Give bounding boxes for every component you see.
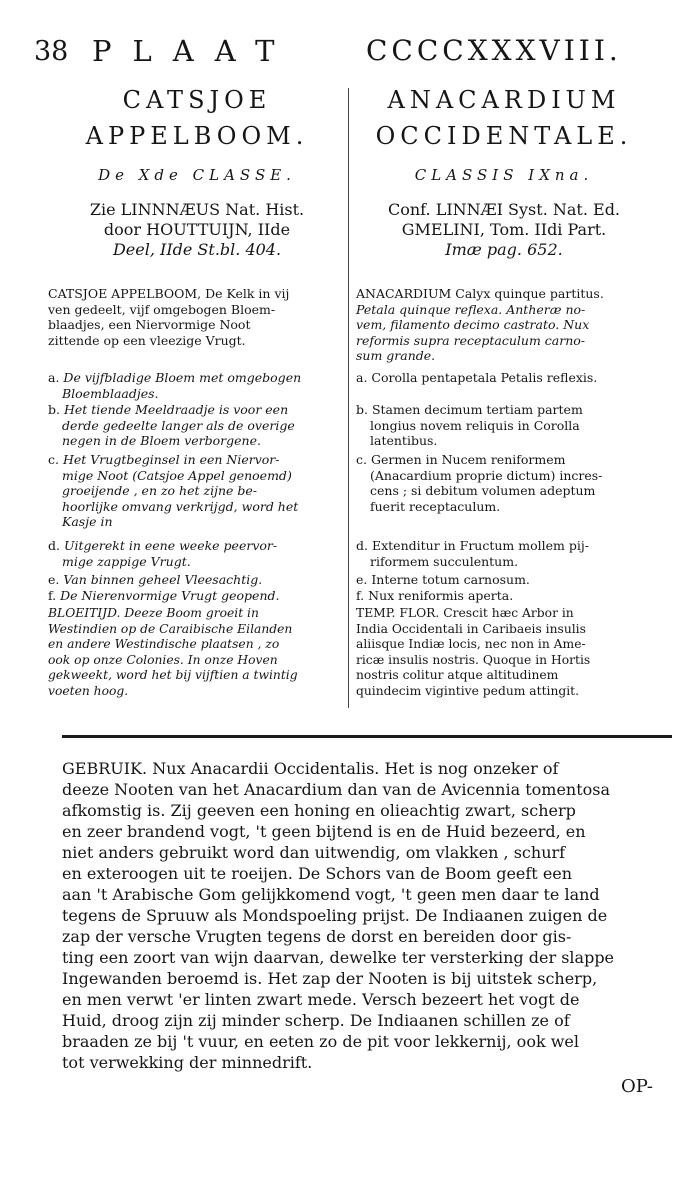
tempflor-line: nostris colitur atque altitudinem bbox=[356, 668, 559, 682]
left-reference bbox=[50, 200, 344, 260]
item-line: mige zappige Vrugt. bbox=[62, 553, 191, 569]
tempflor-line: ricæ insulis nostris. Quoque in Hortis bbox=[356, 652, 591, 667]
tempflor-line: TEMP. FLOR. Crescit hæc Arbor in bbox=[356, 606, 574, 620]
tempflor-line: India Occidentali in Caribaeis insulis bbox=[356, 621, 586, 636]
section-rule bbox=[62, 735, 672, 738]
gebruik-line: afkomstig is. Zij geeven een honing en olieachtig zwart, scherp bbox=[62, 801, 576, 820]
desc-line: sum grande. bbox=[356, 348, 436, 363]
ref-line: Conf. LINNÆI Syst. Nat. Ed. bbox=[387, 200, 621, 219]
tempflor-line: quindecim vigintive pedum attingit. bbox=[356, 683, 580, 698]
item-letter: a. bbox=[356, 370, 368, 385]
gebruik-line: en zeer brandend vogt, 't geen bijtend is en de Huid bezeerd, en bbox=[62, 822, 586, 841]
gebruik-line: Ingewanden beroemd is. Het zap der Nooten is bij uitstek scherp, bbox=[62, 969, 598, 988]
item-line: hoorlijke omvang verkrijgd, word het bbox=[62, 498, 299, 514]
left-bloeitijd bbox=[48, 606, 298, 699]
desc-line: vem, filamento decimo castrato. Nux bbox=[356, 317, 590, 332]
item-line: Extenditur in Fructum mollem pij- bbox=[371, 538, 589, 553]
gebruik-line: GEBRUIK. Nux Anacardii Occidentalis. Het is nog onzeker of bbox=[62, 759, 559, 778]
column-divider bbox=[348, 88, 349, 708]
item-line: Het tiende Meeldraadje is voor een bbox=[63, 402, 289, 417]
item-letter: e. bbox=[48, 572, 60, 587]
left-title-line1: CATSJOE bbox=[122, 86, 272, 114]
bloei-line: BLOEITIJD. Deeze Boom groeit in bbox=[48, 606, 259, 620]
gebruik-line: tot verwekking der minnedrift. bbox=[62, 1053, 313, 1072]
page-number: 38 bbox=[34, 36, 69, 67]
item-line: De vijfbladige Bloem met omgebogen bbox=[63, 370, 302, 385]
gebruik-line: deeze Nooten van het Anacardium dan van de Avicennia tomentosa bbox=[62, 780, 611, 799]
right-item-a bbox=[356, 370, 597, 386]
item-line: De Nierenvormige Vrugt geopend. bbox=[60, 588, 280, 603]
right-title-line2: OCCIDENTALE. bbox=[375, 122, 633, 150]
gebruik-line: en men verwt 'er linten zwart mede. Versch bezeert het vogt de bbox=[62, 990, 580, 1009]
item-line: Kasje in bbox=[62, 514, 113, 529]
bloei-line: Westindien op de Caraibische Eilanden bbox=[48, 621, 293, 636]
item-letter: b. bbox=[48, 402, 60, 417]
item-line: Germen in Nucem reniformem bbox=[370, 452, 566, 467]
item-line: Corolla pentapetala Petalis reflexis. bbox=[371, 370, 598, 385]
gebruik-line: ting een zoort van wijn daarvan, dewelke ter versterking der slappe bbox=[62, 948, 615, 967]
item-letter: b. bbox=[356, 402, 368, 417]
left-item-c bbox=[48, 452, 298, 530]
right-item-c bbox=[356, 452, 602, 514]
ref-line: GMELINI, Tom. IIdi Part. bbox=[401, 220, 607, 239]
item-line: derde gedeelte langer als de overige bbox=[62, 417, 295, 433]
gebruik-paragraph bbox=[62, 758, 674, 1073]
bloei-line: ook op onze Colonies. In onze Hoven bbox=[48, 652, 278, 667]
ref-line: Imæ pag. 652. bbox=[445, 240, 563, 259]
left-title-line2: APPELBOOM. bbox=[85, 122, 309, 150]
left-item-e bbox=[48, 572, 262, 588]
gebruik-line: tegens de Spruuw als Mondspoeling prijst. De Indiaanen zuigen de bbox=[62, 906, 608, 925]
right-classis: CLASSIS IXna. bbox=[414, 166, 594, 184]
item-line: longius novem reliquis in Corolla bbox=[370, 417, 580, 433]
gebruik-line: braaden ze bij 't vuur, en eeten zo de pit voor lekkernij, ook wel bbox=[62, 1032, 580, 1051]
desc-line: reformis supra receptaculum carno- bbox=[356, 332, 586, 348]
right-reference bbox=[355, 200, 653, 260]
item-line: Interne totum carnosum. bbox=[371, 572, 530, 587]
left-item-f bbox=[48, 588, 279, 604]
item-letter: e. bbox=[356, 572, 368, 587]
item-line: Uitgerekt in eene weeke peervor- bbox=[63, 538, 278, 553]
gebruik-line: zap der versche Vrugten tegens de dorst en bereiden door gis- bbox=[62, 927, 572, 946]
item-letter: f. bbox=[48, 588, 57, 603]
gebruik-line: Huid, droog zijn zij minder scherp. De Indiaanen schillen ze of bbox=[62, 1011, 570, 1030]
desc-line: Petala quinque reflexa. Antheræ no- bbox=[356, 301, 586, 317]
ref-line: Zie LINNNÆUS Nat. Hist. bbox=[89, 200, 305, 219]
catchword: OP- bbox=[621, 1076, 653, 1097]
item-letter: c. bbox=[356, 452, 367, 467]
desc-line: CATSJOE APPELBOOM, De Kelk in vij bbox=[48, 286, 290, 301]
item-line: (Anacardium proprie dictum) incres- bbox=[370, 467, 603, 483]
plate-heading: PLAAT bbox=[92, 34, 296, 68]
left-item-d bbox=[48, 538, 277, 569]
left-description bbox=[48, 286, 289, 348]
ref-line: door HOUTTUIJN, IIde bbox=[103, 220, 291, 239]
bloei-line: voeten hoog. bbox=[48, 683, 129, 698]
item-line: Nux reniformis aperta. bbox=[368, 588, 514, 603]
tempflor-line: aliisque Indiæ locis, nec non in Ame- bbox=[356, 637, 586, 651]
left-item-a bbox=[48, 370, 301, 401]
left-item-b bbox=[48, 402, 295, 449]
gebruik-line: en exteroogen uit te roeijen. De Schors van de Boom geeft een bbox=[62, 864, 573, 883]
right-description bbox=[356, 286, 604, 364]
desc-line: blaadjes, een Niervormige Noot bbox=[48, 317, 251, 332]
gebruik-line: niet anders gebruikt word dan uitwendig, om vlakken , schurf bbox=[62, 843, 566, 862]
gebruik-line: aan 't Arabische Gom gelijkkomend vogt, 't geen men daar te land bbox=[62, 885, 600, 904]
item-letter: a. bbox=[48, 370, 60, 385]
left-classe: De Xde CLASSE. bbox=[98, 166, 296, 184]
bloei-line: en andere Westindische plaatsen , zo bbox=[48, 637, 280, 651]
item-line: cens ; si debitum volumen adeptum bbox=[370, 483, 596, 498]
right-tempflor bbox=[356, 606, 590, 699]
bloei-line: gekweekt, word het bij vijftien a twintig bbox=[48, 668, 298, 682]
item-line: latentibus. bbox=[370, 433, 438, 448]
item-letter: c. bbox=[48, 452, 59, 467]
desc-line: zittende op een vleezige Vrugt. bbox=[48, 332, 246, 348]
right-title-line1: ANACARDIUM bbox=[387, 86, 621, 114]
right-item-f bbox=[356, 588, 513, 604]
item-letter: d. bbox=[356, 538, 368, 553]
item-line: fuerit receptaculum. bbox=[370, 498, 501, 514]
item-line: negen in de Bloem verborgene. bbox=[62, 433, 261, 448]
item-line: Bloemblaadjes. bbox=[62, 385, 159, 401]
item-line: groeijende , en zo het zijne be- bbox=[62, 483, 257, 498]
ref-line: Deel, IIde St.bl. 404. bbox=[112, 240, 282, 259]
item-line: Het Vrugtbeginsel in een Niervor- bbox=[62, 452, 280, 467]
right-item-b bbox=[356, 402, 583, 449]
desc-line: ven gedeelt, vijf omgebogen Bloem- bbox=[48, 301, 276, 317]
item-letter: d. bbox=[48, 538, 60, 553]
item-line: riformem succulentum. bbox=[370, 553, 519, 569]
item-line: Van binnen geheel Vleesachtig. bbox=[63, 572, 263, 587]
desc-line: ANACARDIUM Calyx quinque partitus. bbox=[356, 286, 604, 301]
item-letter: f. bbox=[356, 588, 365, 603]
right-item-e bbox=[356, 572, 530, 588]
plate-number: CCCCXXXVIII. bbox=[366, 34, 622, 67]
right-item-d bbox=[356, 538, 589, 569]
item-line: Stamen decimum tertiam partem bbox=[371, 402, 583, 417]
item-line: mige Noot (Catsjoe Appel genoemd) bbox=[62, 467, 292, 483]
